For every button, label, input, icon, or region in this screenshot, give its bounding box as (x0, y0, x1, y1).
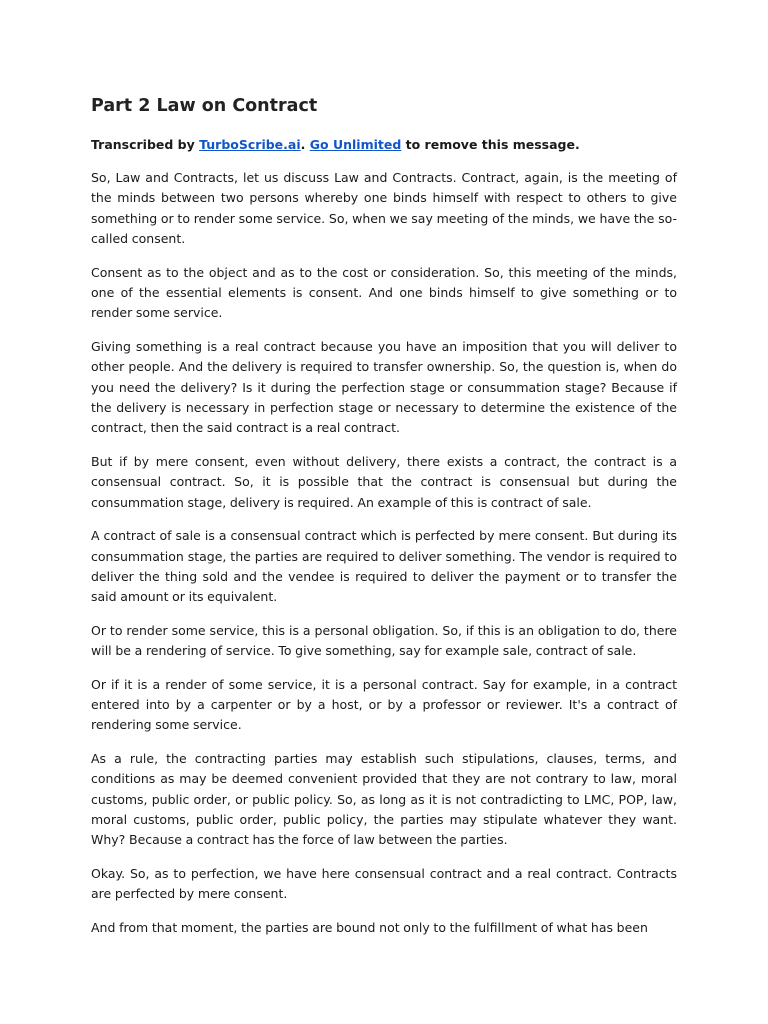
paragraph-3: Giving something is a real contract because you have an imposition that you will deliver to other people. And the delivery is required to transfer ownership. So, the question is, when do you need the delivery? Is it during the perfection stage or consummation stage? Because if the delivery is necessary in perfection stage or necessary to determine the existence of the contract, then the said contract is a real contract. (91, 338, 677, 436)
paragraph-9: Okay. So, as to perfection, we have here consensual contract and a real contract. Contracts are perfected by mere consent. (91, 865, 677, 902)
paragraph-4: But if by mere consent, even without delivery, there exists a contract, the contract is a consensual contract. So, it is possible that the contract is consensual but during the consummation stage, delivery is required. An example of this is contract of sale. (91, 453, 677, 510)
banner-prefix: Transcribed by (91, 137, 200, 152)
turboscribe-link[interactable]: TurboScribe.ai (199, 137, 301, 152)
document-page (91, 93, 677, 951)
document-title: Part 2 Law on Contract (91, 96, 318, 116)
paragraph-2: Consent as to the object and as to the cost or consideration. So, this meeting of the minds, one of the essential elements is consent. And one binds himself to give something or to render some service. (91, 264, 677, 321)
banner-separator: . (300, 137, 310, 152)
go-unlimited-link[interactable]: Go Unlimited (309, 137, 402, 152)
paragraph-5: A contract of sale is a consensual contract which is perfected by mere consent. But during its consummation stage, the parties are required to deliver something. The vendor is required to deliver the thing sold and the vendee is required to deliver the payment or to transfer the said amount or its equivalent. (91, 528, 677, 605)
paragraph-6: Or to render some service, this is a personal obligation. So, if this is an obligation to do, there will be a rendering of service. To give something, say for example sale, contract of sale. (91, 622, 677, 659)
paragraph-1: So, Law and Contracts, let us discuss Law and Contracts. Contract, again, is the meeting of the minds between two persons whereby one binds himself with respect to others to give something or to render some service. So, when we say meeting of the minds, we have the so-called consent. (91, 170, 677, 247)
transcription-banner (91, 135, 677, 155)
paragraph-7: Or if it is a render of some service, it is a personal contract. Say for example, in a contract entered into by a carpenter or by a host, or by a professor or reviewer. It's a contract of rendering some service. (91, 676, 677, 733)
paragraph-8: As a rule, the contracting parties may establish such stipulations, clauses, terms, and conditions as may be deemed convenient provided that they are not contrary to law, moral customs, public order, or public policy. So, as long as it is not contradicting to LMC, POP, law, moral customs, public order, public policy, the parties may stipulate whatever they want. Why? Because a contract has the force of law between the parties. (91, 750, 677, 848)
paragraph-10: And from that moment, the parties are bound not only to the fulfillment of what has been (91, 919, 648, 935)
banner-suffix: to remove this message. (401, 137, 580, 152)
